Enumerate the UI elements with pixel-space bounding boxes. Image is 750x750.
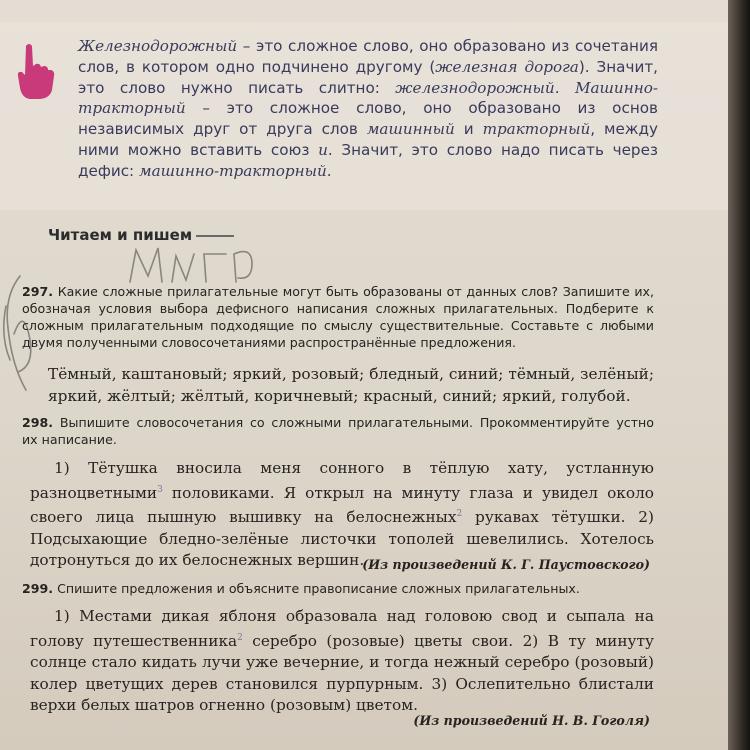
text-run: – это сложное слово, оно образовано из сочетания слов, в котором одно подчинено другому ( — [78, 37, 658, 76]
footnote-marker: 2 — [237, 632, 243, 643]
rule-text — [78, 36, 658, 182]
exercise-298-text — [30, 458, 654, 572]
text-run: ). Значит, это слово нужно писать слитно: — [78, 57, 658, 97]
text-run: , между ними можно вставить союз — [78, 120, 658, 159]
italic-term: железнодорожный. — [395, 78, 560, 97]
footnote-marker: 2 — [456, 509, 463, 520]
text-run: половиками. Я открыл на минуту глаза и увидел около своего лица пышную вышивку на белоснежных — [30, 483, 654, 527]
exercise-task: Какие сложные прилагательные могут быть образованы от данных слов? Запишите их, обозначая условия выбора дефисного написания сложных прилагательных. Подберите к сложным прилагательным подходящие по смыслу существительные. Составьте с любыми двумя полученными словосочетаниями распространённые предложения. — [22, 284, 654, 350]
word-list: Тёмный, каштановый; яркий, розовый; бледный, синий; тёмный, зелёный; яркий, жёлтый; жёлтый, коричневый; красный, синий; яркий, голубой. — [48, 365, 654, 405]
exercise-task: Спишите предложения и объясните правописание сложных прилагательных. — [57, 581, 580, 596]
exercise-299-task — [22, 580, 654, 597]
exercise-297-words — [48, 364, 654, 407]
source-citation: (Из произведений Н. В. Гоголя) — [413, 713, 650, 728]
book-spine-shadow — [728, 0, 750, 750]
italic-term: Железнодорожный — [78, 37, 238, 55]
exercise-298-task — [22, 414, 654, 448]
text-run: 1) Тётушка вносила меня сонного в тёплую хату, устланную разноцветными — [30, 459, 654, 502]
source-citation: (Из произведений К. Г. Паустовского) — [362, 557, 650, 572]
text-run: серебро (розовые) цветы свои. 2) В ту минуту солнце стало кидать лучи уже вечерние, и тогда нежный серебро (розовый) колер цветущих дерев становился пурпурным. 3) Ослепительно блистали верхи белых шатров огненно (розовым) цветом. — [30, 631, 654, 715]
text-run: и — [454, 120, 483, 139]
exercise-297-task — [22, 283, 654, 351]
text-run: . — [326, 161, 332, 180]
italic-term: машинно-тракторный — [139, 161, 327, 180]
exercise-number: 298. — [22, 415, 54, 430]
literary-excerpt — [30, 606, 654, 717]
italic-term: и — [318, 140, 328, 159]
footnote-marker: 3 — [157, 484, 163, 495]
text-run — [560, 79, 575, 97]
text-run: 1) Местами дикая яблоня образовала над головою свод и сыпала на голову путешественника — [30, 607, 654, 650]
exercise-number: 299. — [22, 581, 54, 596]
pointing-hand-icon — [16, 42, 56, 100]
exercise-number: 297. — [22, 284, 54, 299]
italic-term: железная дорога — [435, 57, 579, 76]
italic-term: тракторный — [482, 120, 591, 139]
literary-excerpt — [30, 458, 654, 572]
rule-paragraph — [78, 36, 658, 182]
italic-term: машинный — [366, 120, 455, 139]
exercise-task: Выпишите словосочетания со сложными прилагательными. Прокомментируйте устно их написание. — [22, 415, 654, 447]
heading-rule — [196, 235, 234, 237]
text-run: – это сложное слово, оно образовано из основ независимых друг от друга слов — [78, 99, 658, 139]
text-run: рукавах тётушки. 2) Подсыхающие бледно-зелёные листочки тополей шевелились. Хотелось дотронуться до их белоснежных вершин. — [30, 508, 655, 570]
text-run: . Значит, это слово надо писать через дефис: — [78, 140, 658, 180]
italic-term: Машинно-тракторный — [78, 78, 658, 118]
section-heading: Читаем и пишем — [48, 226, 193, 244]
exercise-299-text — [30, 606, 654, 717]
